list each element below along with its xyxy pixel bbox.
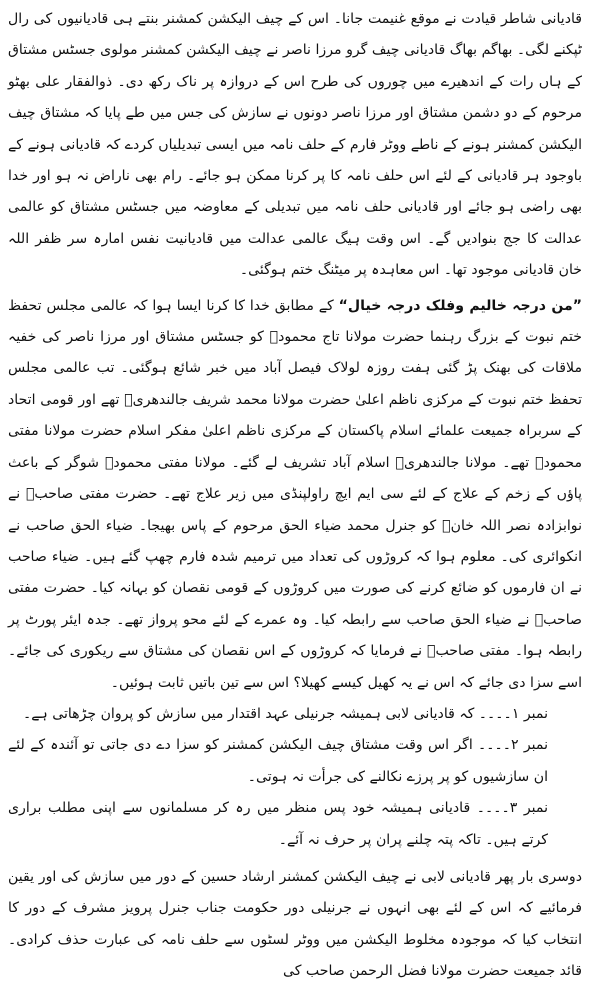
list-item-1	[8, 699, 582, 730]
document-page	[8, 4, 582, 980]
paragraph-2-text: کے مطابق خدا کا کرنا ایسا ہوا کہ عالمی مجلس تحفظ ختم نبوت کے بزرگ رہنما حضرت مولانا تاج محمودؒ کو جسٹس مشتاق اور مرزا ناصر کی خفیہ ملاقات کی بھنک پڑ گئی ہفت روزہ لولاک فیصل آباد میں خبر شائع ہوگئی۔ تب عالمی مجلس تحفظ ختم نبوت کے مرکزی ناظم اعلیٰ حضرت مولانا محمد شریف جالندھریؒ تھے اور قومی اتحاد کے سربراہ جمیعت علمائے اسلام پاکستان کے مرکزی ناظم اعلیٰ مفکر اسلام حضرت مولانا مفتی محمودؒ تھے۔ مولانا جالندھریؒ اسلام آباد تشریف لے گئے۔ مولانا مفتی محمودؒ شوگر کے باعث پاؤں کے زخم کے علاج کے لئے سی ایم ایچ راولپنڈی میں زیر علاج تھے۔ حضرت مفتی صاحبؒ نے نوابزادہ نصر اللہ خانؒ کو جنرل محمد ضیاء الحق مرحوم کے پاس بھیجا۔ ضیاء الحق صاحب نے انکوائری کی۔ معلوم ہوا کہ کروڑوں کی تعداد میں ترمیم شدہ فارم چھپ گئے ہیں۔ ضیاء صاحب نے ان فارموں کو ضائع کرنے کی صورت میں کروڑوں کے قومی نقصان کو بہانہ کیا۔ حضرت مفتی صاحبؒ نے ضیاء الحق صاحب سے رابطہ کیا۔ وہ عمرے کے لئے محو پرواز تھے۔ جدہ ایئر پورٹ پر رابطہ ہوا۔ مفتی صاحبؒ نے فرمایا کہ کروڑوں کے اس نقصان کی مشتاق سے ریکوری کی جائے۔ اسے سزا دی جائے کہ اس نے یہ کھیل کیسے کھیلا؟ اس سے تین باتیں ثابت ہوئیں۔	[8, 297, 582, 691]
list-item-3	[8, 793, 582, 856]
quoted-verse: ”من درجہ خالیم وفلک درجہ خیال“	[338, 297, 582, 314]
paragraph-1: قادیانی شاطر قیادت نے موقع غنیمت جانا۔ اس کے چیف الیکشن کمشنر بنتے ہی قادیانیوں کی رال ٹپکنے لگی۔ بھاگم بھاگ قادیانی چیف گرو مرزا ناصر نے چیف الیکشن کمشنر مولوی جسٹس مشتاق کے ہاں رات کے اندھیرے میں چوروں کی طرح اس کے دروازہ پر ناک رکھ دی۔ ذوالفقار علی بھٹو مرحوم کے دو دشمن مشتاق اور مرزا ناصر دونوں نے سازش کی جس میں طے پایا کہ مشتاق چیف الیکشن کمشنر ہونے کے ناطے ووٹر فارم کے حلف نامہ میں ایسی تبدیلیاں کردے کہ قادیانی ہونے کے باوجود ہر قادیانی کے لئے اس حلف نامہ کا پر کرنا ممکن ہو جائے۔ رام بھی ناراض نہ ہو اور خدا بھی راضی ہو جائے اور قادیانی حلف نامہ میں تبدیلی کے معاوضہ میں جسٹس مشتاق کو عالمی عدالت کا جج بنوادیں گے۔ اس وقت ہیگ عالمی عدالت میں قادیانیت نفس امارہ سر ظفر اللہ خان قادیانی موجود تھا۔ اس معاہدہ پر میٹنگ ختم ہوگئی۔	[8, 11, 582, 279]
list-item-2-number: نمبر ٢	[511, 737, 548, 754]
list-item-2	[8, 730, 582, 793]
list-item-3-number: نمبر ٣	[509, 800, 548, 817]
paragraph-2	[8, 291, 582, 699]
list-item-2-text: ۔۔۔۔ اگر اس وقت مشتاق چیف الیکشن کمشنر کو سزا دے دی جاتی تو آئندہ کے لئے ان سازشیوں کو پر پرزے نکالنے کی جرأت نہ ہوتی۔	[8, 737, 548, 785]
list-item-1-text: ۔۔۔۔ کہ قادیانی لابی ہمیشہ جرنیلی عہد اقتدار میں سازش کو پروان چڑھاتی ہے۔	[22, 705, 512, 722]
list-item-3-text: ۔۔۔۔ قادیانی ہمیشہ خود پس منظر میں رہ کر مسلمانوں سے اپنی مطلب براری کرتے ہیں۔ تاکہ پتہ چلنے پران پر حرف نہ آئے۔	[8, 800, 548, 848]
paragraph-3: دوسری بار پھر قادیانی لابی نے چیف الیکشن کمشنر ارشاد حسین کے دور میں سازش کی اور یقین فرمائیے کہ اس کے لئے بھی انہوں نے جرنیلی دور حکومت جناب جنرل پرویز مشرف کے دور کا انتخاب کیا کہ موجودہ مخلوط الیکشن میں ووٹر لسٹوں سے حلف نامہ کی عبارت حذف کرادی۔ قائد جمیعت حضرت مولانا فضل الرحمن صاحب کی	[8, 868, 582, 980]
list-item-1-number: نمبر ١	[511, 705, 548, 722]
